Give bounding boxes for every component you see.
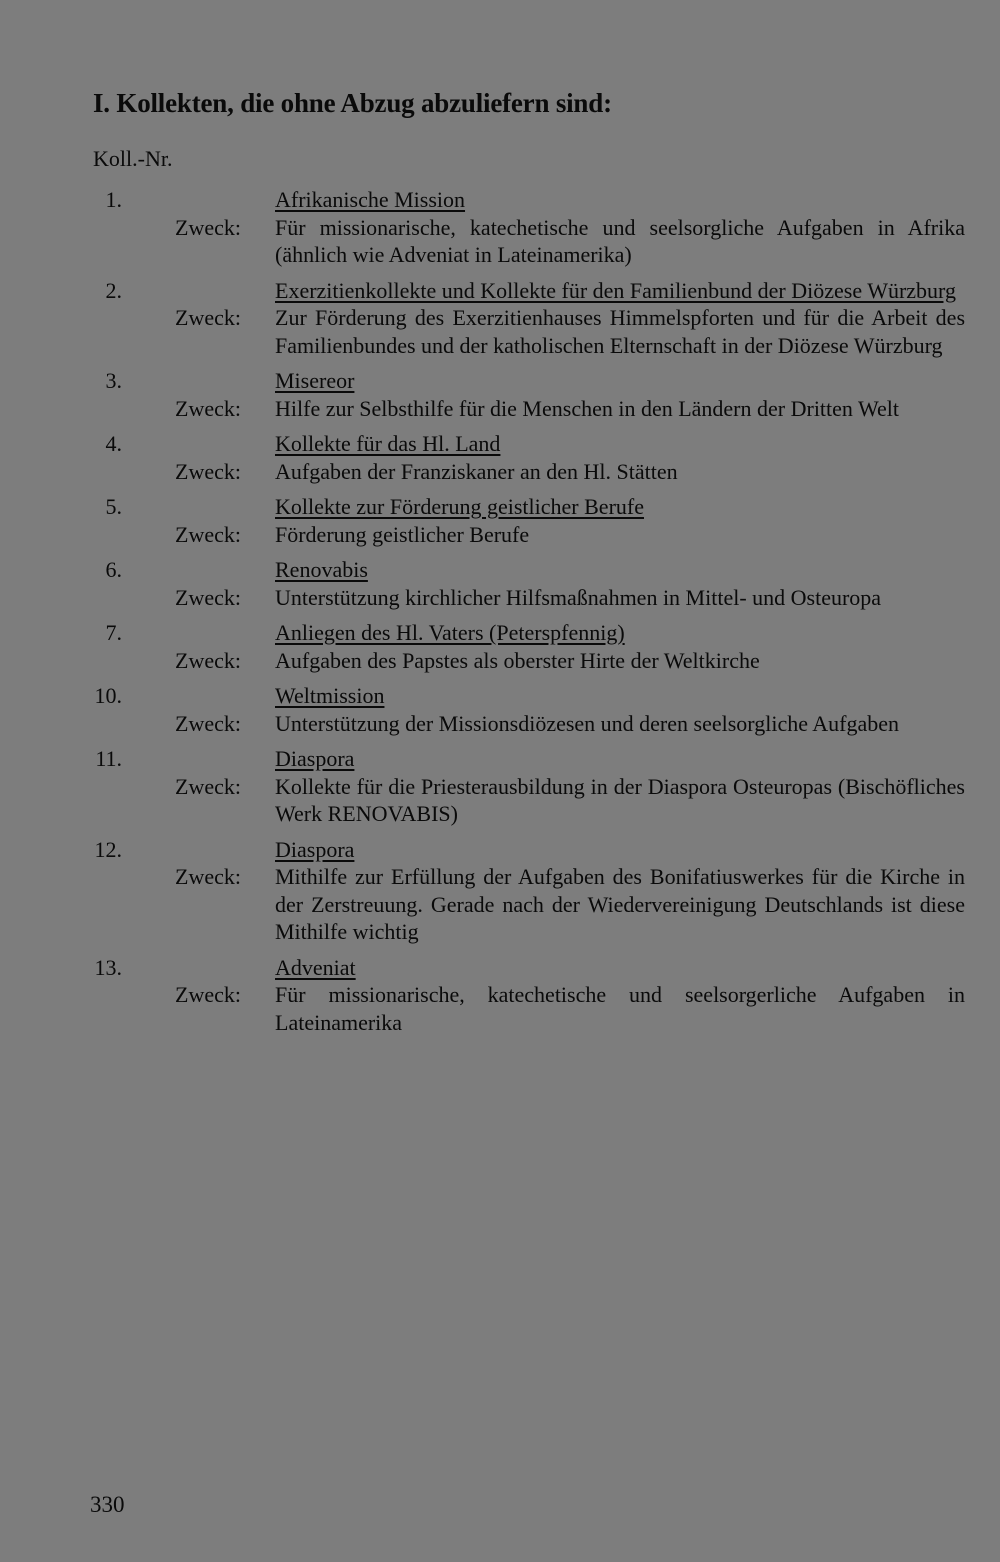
entry-title: Anliegen des Hl. Vaters (Peterspfennig) xyxy=(275,620,625,645)
entry-number: 10. xyxy=(94,683,122,708)
entry-purpose: Aufgaben der Franziskaner an den Hl. Stätten xyxy=(275,458,678,484)
entry-number: 4. xyxy=(105,431,122,456)
purpose-label: Zweck: xyxy=(175,773,241,799)
entry-title: Kollekte für das Hl. Land xyxy=(275,431,501,456)
collection-entry xyxy=(0,745,1000,828)
collection-entry xyxy=(0,619,1000,674)
entry-purpose: Kollekte für die Priesterausbildung in der Diaspora Osteuropas (Bischöfliches Werk RENOVABIS) xyxy=(275,773,965,826)
page-number: 330 xyxy=(90,1492,125,1517)
collection-entry xyxy=(0,682,1000,737)
collection-entry xyxy=(0,836,1000,946)
entry-purpose: Unterstützung kirchlicher Hilfsmaßnahmen in Mittel- und Osteuropa xyxy=(275,584,882,610)
collection-entry xyxy=(0,556,1000,611)
purpose-label: Zweck: xyxy=(175,710,241,736)
entry-purpose: Zur Förderung des Exerzitienhauses Himmelspforten und für die Arbeit des Familienbundes und der katholischen Elternschaft in der Diözese Würzburg xyxy=(275,305,965,358)
entry-purpose: Förderung geistlicher Berufe xyxy=(275,521,530,547)
entry-title: Misereor xyxy=(275,368,355,393)
entry-title: Diaspora xyxy=(275,836,355,862)
purpose-label: Zweck: xyxy=(175,458,241,484)
entry-purpose: Für missionarische, katechetische und seelsorgliche Aufgaben in Afrika (ähnlich wie Adveniat in Lateinamerika) xyxy=(275,214,965,267)
collection-entry xyxy=(0,186,1000,269)
purpose-label: Zweck: xyxy=(175,647,241,673)
collection-entry xyxy=(0,493,1000,548)
entry-number: 11. xyxy=(95,746,122,771)
entry-number: 7. xyxy=(105,620,122,645)
entry-number: 12. xyxy=(94,836,122,862)
entry-purpose: Unterstützung der Missionsdiözesen und deren seelsorgliche Aufgaben xyxy=(275,710,900,736)
entry-title: Renovabis xyxy=(275,557,368,582)
entry-number: 13. xyxy=(94,954,122,980)
entry-title: Exerzitienkollekte und Kollekte für den Familienbund der Diözese Würzburg xyxy=(275,277,956,303)
entry-purpose: Für missionarische, katechetische und seelsorgerliche Aufgaben in Lateinamerika xyxy=(275,982,965,1035)
purpose-label: Zweck: xyxy=(175,305,241,330)
collection-entry xyxy=(0,954,1000,1037)
entry-title: Weltmission xyxy=(275,683,385,708)
entry-title: Adveniat xyxy=(275,954,356,980)
collection-entry xyxy=(0,367,1000,422)
collection-entry xyxy=(0,277,1000,360)
entry-number: 1. xyxy=(105,187,122,212)
purpose-label: Zweck: xyxy=(175,214,241,240)
entry-title: Afrikanische Mission xyxy=(275,187,466,212)
entry-number: 6. xyxy=(105,557,122,582)
entry-title: Kollekte zur Förderung geistlicher Berufe xyxy=(275,494,644,519)
page-heading: I. Kollekten, die ohne Abzug abzuliefern sind: xyxy=(93,88,612,118)
collection-list xyxy=(0,186,1000,1044)
entry-purpose: Mithilfe zur Erfüllung der Aufgaben des Bonifatiuswerkes für die Kirche in der Zerstreuung. Gerade nach der Wiedervereinigung Deutschlands ist diese Mithilfe wichtig xyxy=(275,864,965,944)
entry-number: 3. xyxy=(105,368,122,393)
entry-purpose: Hilfe zur Selbsthilfe für die Menschen in den Ländern der Dritten Welt xyxy=(275,395,900,421)
collection-number-label: Koll.-Nr. xyxy=(93,146,173,171)
purpose-label: Zweck: xyxy=(175,395,241,421)
purpose-label: Zweck: xyxy=(175,864,241,889)
purpose-label: Zweck: xyxy=(175,584,241,610)
entry-title: Diaspora xyxy=(275,746,355,771)
collection-entry xyxy=(0,430,1000,485)
entry-number: 5. xyxy=(105,494,122,519)
purpose-label: Zweck: xyxy=(175,982,241,1007)
entry-number: 2. xyxy=(105,277,122,303)
purpose-label: Zweck: xyxy=(175,521,241,547)
entry-purpose: Aufgaben des Papstes als oberster Hirte der Weltkirche xyxy=(275,647,760,673)
